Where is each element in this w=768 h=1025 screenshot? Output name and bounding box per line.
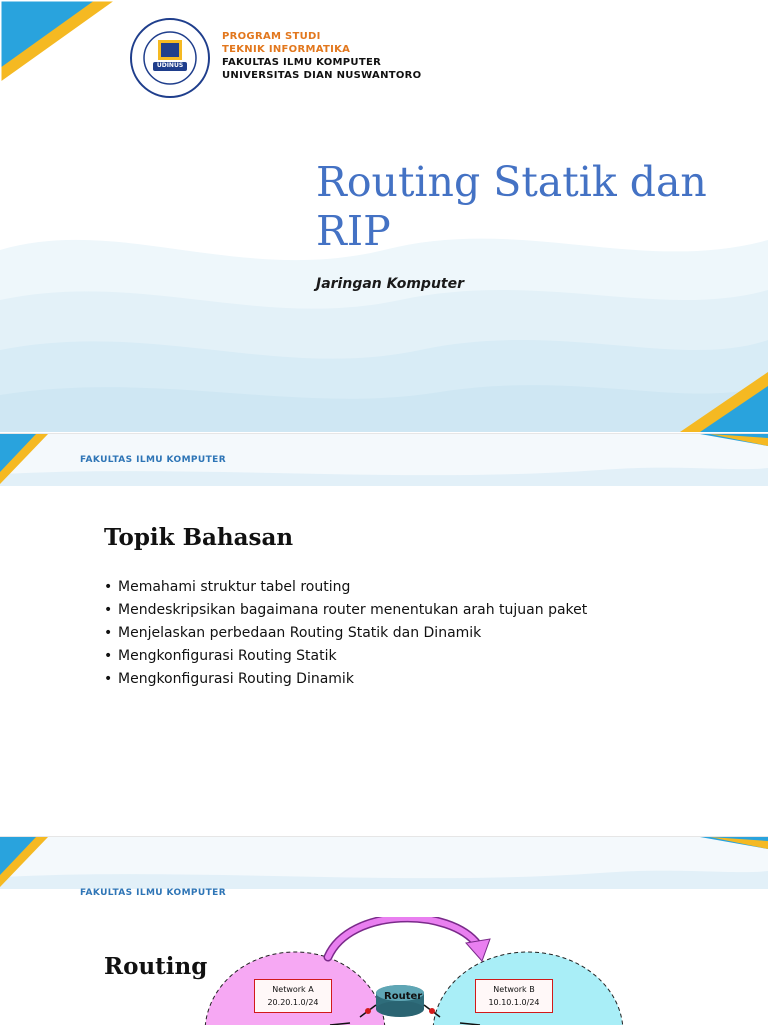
router-label: Router [384, 991, 423, 1002]
list-item: • Mendeskripsikan bagaimana router menentukan arah tujuan paket [104, 599, 587, 622]
network-a-box [254, 979, 332, 1013]
faculty-header: FAKULTAS ILMU KOMPUTER [80, 888, 227, 898]
department-label: TEKNIK INFORMATIKA [222, 44, 351, 55]
program-label: PROGRAM STUDI [222, 31, 321, 42]
list-item: • Mengkonfigurasi Routing Statik [104, 645, 587, 668]
slide-title: Routing Statik dan RIP [316, 158, 707, 255]
list-item: • Mengkonfigurasi Routing Dinamik [104, 668, 587, 691]
institution-block [222, 30, 422, 82]
network-a-address: 20.20.1.0/24 [267, 998, 319, 1007]
routing-slide [0, 836, 768, 1025]
university-logo [130, 18, 210, 98]
topics-list [104, 576, 587, 691]
cover-slide [0, 0, 768, 432]
slide-subtitle: Jaringan Komputer [316, 276, 465, 292]
routing-title: Routing [104, 953, 208, 980]
logo-text: UDINUS [156, 62, 184, 69]
faculty-header: FAKULTAS ILMU KOMPUTER [80, 455, 227, 465]
topics-title: Topik Bahasan [104, 524, 294, 551]
network-b-address: 10.10.1.0/24 [488, 998, 540, 1007]
topics-slide [0, 433, 768, 834]
network-a-name: Network A [272, 985, 314, 994]
list-item: • Menjelaskan perbedaan Routing Statik dan Dinamik [104, 622, 587, 645]
network-b-box [475, 979, 553, 1013]
list-item: • Memahami struktur tabel routing [104, 576, 587, 599]
faculty-label: FAKULTAS ILMU KOMPUTER [222, 57, 382, 68]
network-b-name: Network B [493, 985, 535, 994]
curved-arrow [328, 918, 478, 957]
university-label: UNIVERSITAS DIAN NUSWANTORO [222, 70, 422, 81]
